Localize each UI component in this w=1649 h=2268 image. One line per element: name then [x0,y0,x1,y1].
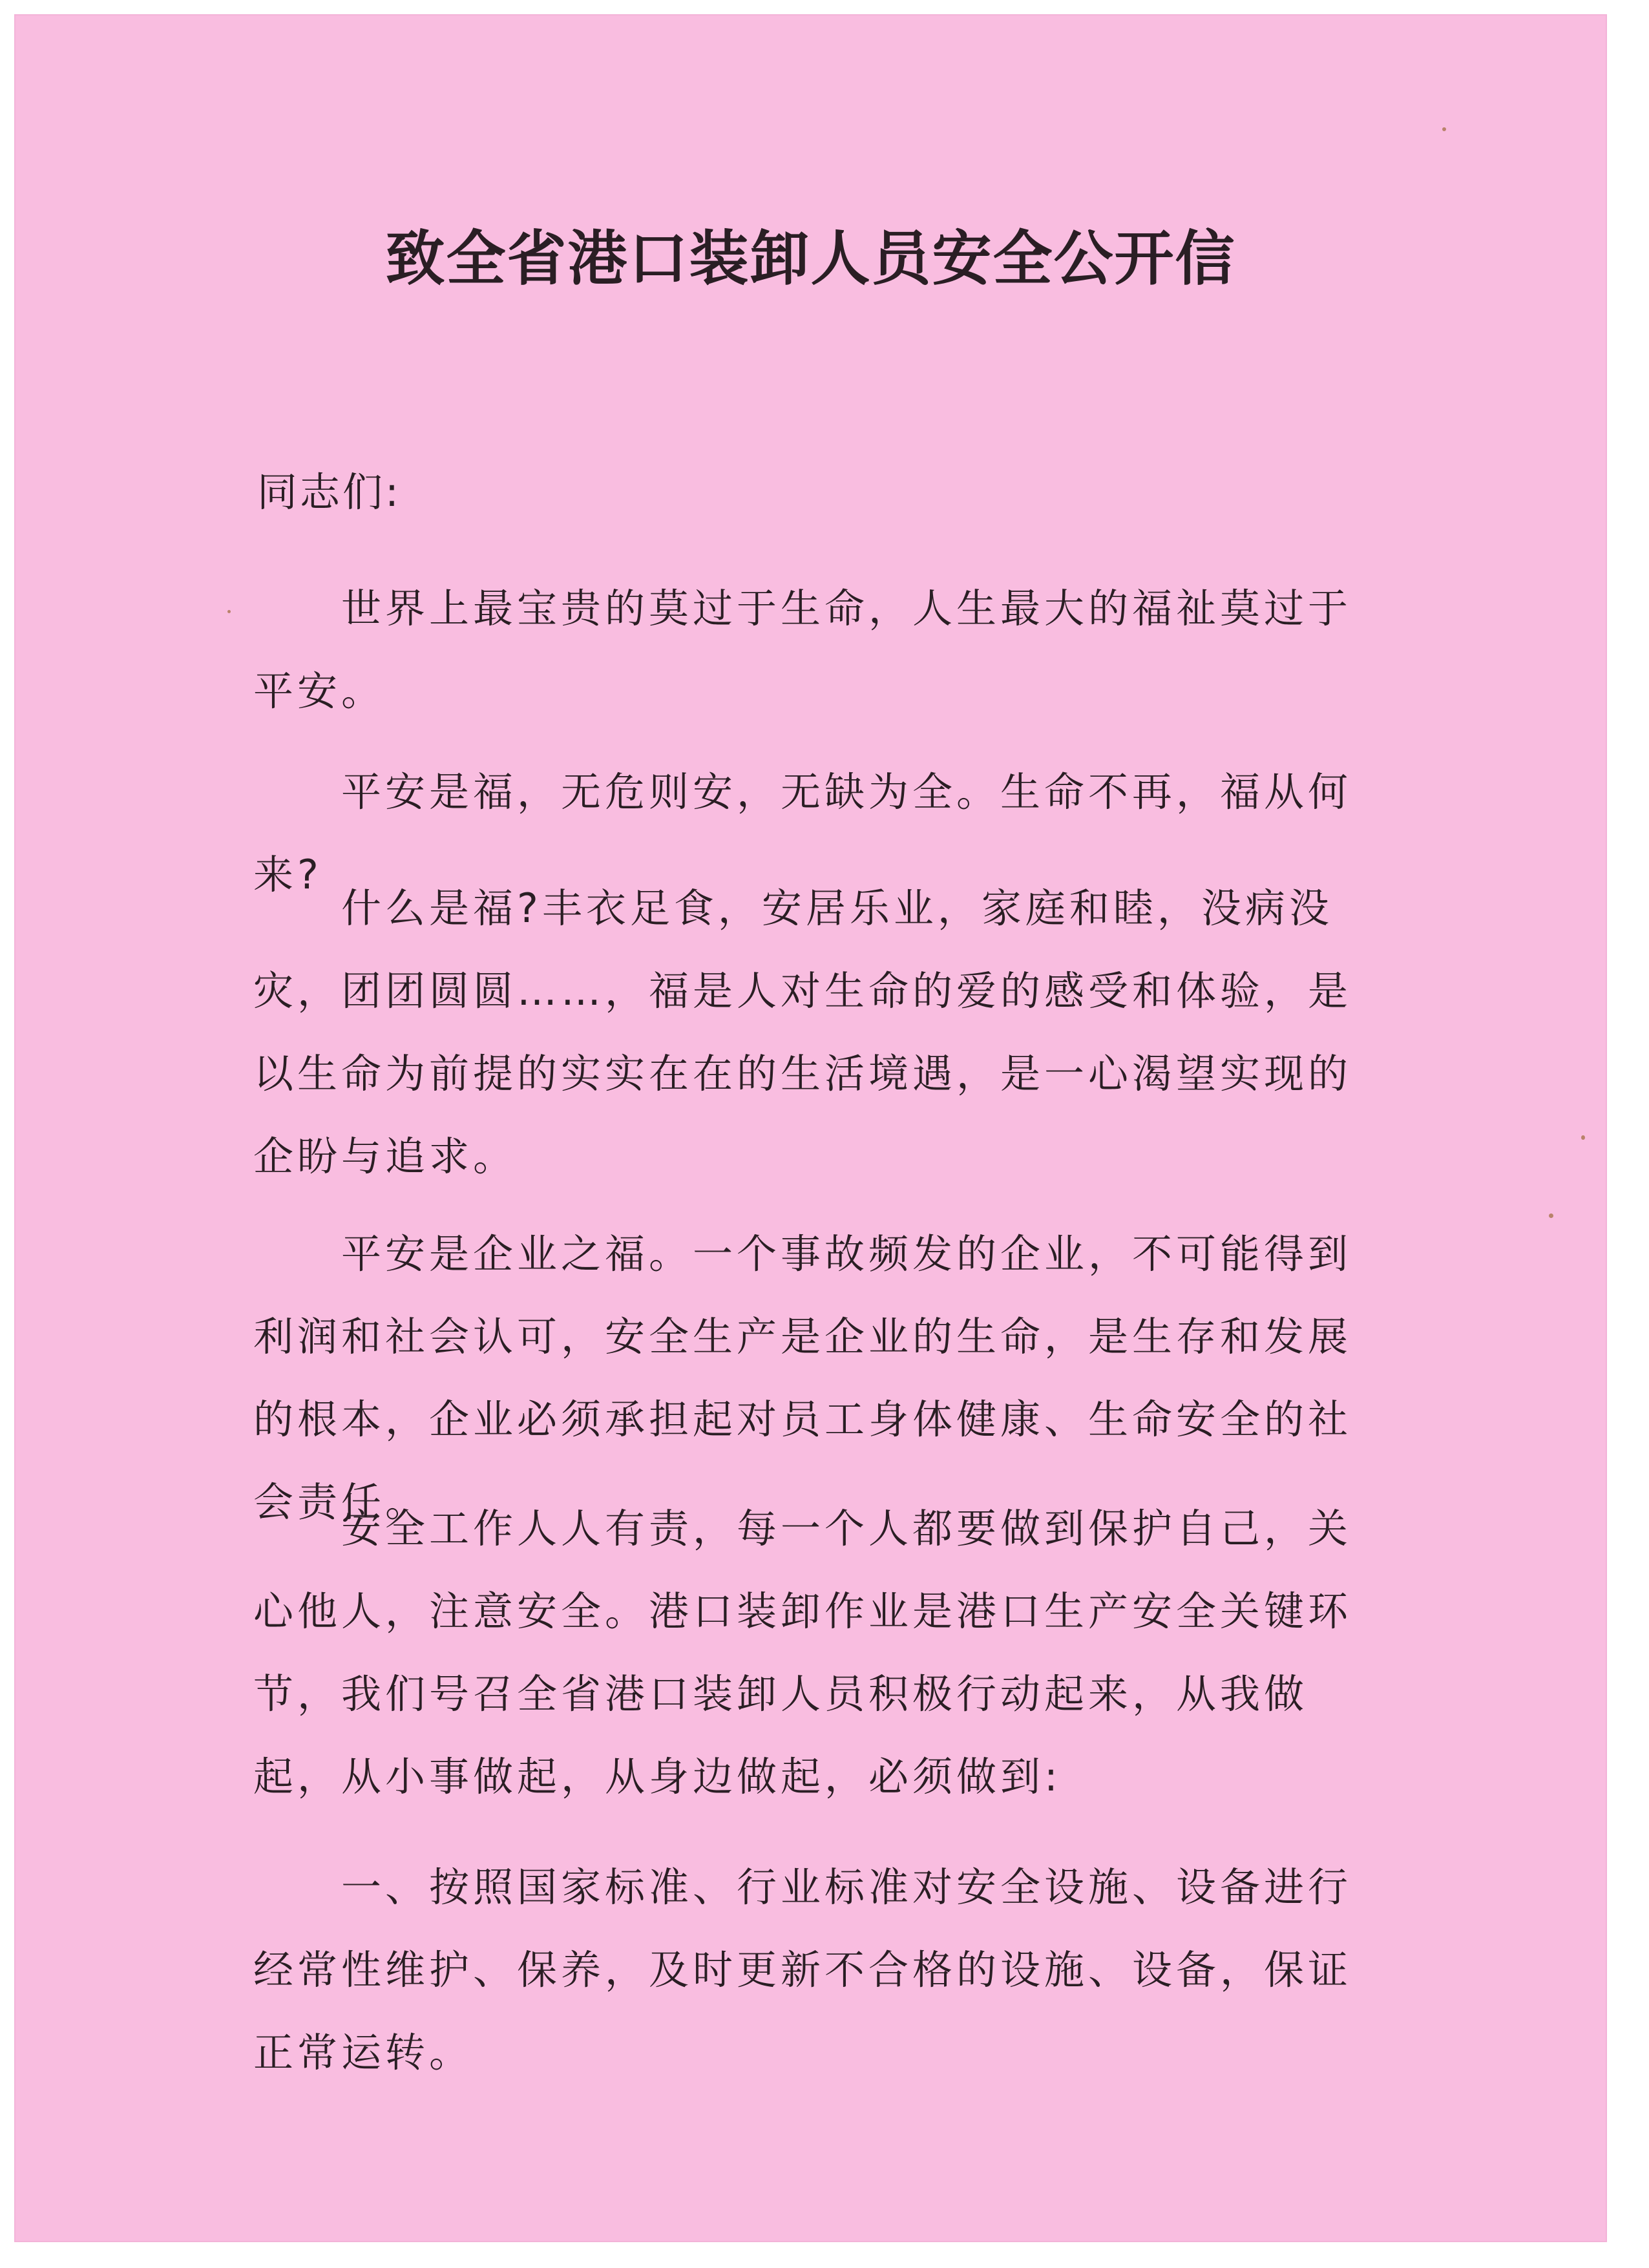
page-title: 致全省港口装卸人员安全公开信 [385,224,1236,293]
paper-speck [1581,1135,1585,1140]
salutation: 同志们: [257,468,401,516]
letter-page [14,14,1607,2242]
paper-speck [1442,127,1446,131]
paragraph-4: 平安是企业之福。一个事故频发的企业，不可能得到利润和社会认可，安全生产是企业的生命，是生存和发展的根本，企业必须承担起对员工身体健康、生命安全的社会责任。 [253,1230,1352,1526]
paragraph-5: 安全工作人人有责，每一个人都要做到保护自己，关心他人，注意安全。港口装卸作业是港口生产安全关键环节，我们号召全省港口装卸人员积极行动起来，从我做起，从小事做起，从身边做起，必须做到: [253,1505,1352,1800]
paragraph-6: 一、按照国家标准、行业标准对安全设施、设备进行经常性维护、保养，及时更新不合格的设施、设备，保证正常运转。 [253,1864,1352,2076]
paragraph-3: 什么是福?丰衣足食，安居乐业，家庭和睦，没病没灾，团团圆圆……，福是人对生命的爱的感受和体验，是以生命为前提的实实在在的生活境遇，是一心渴望实现的企盼与追求。 [253,885,1352,1180]
paragraph-1: 世界上最宝贵的莫过于生命，人生最大的福祉莫过于平安。 [253,585,1352,715]
paper-speck [1549,1213,1553,1218]
paper-speck [227,610,231,613]
paragraph-2: 平安是福，无危则安，无缺为全。生命不再，福从何来? [253,768,1352,898]
